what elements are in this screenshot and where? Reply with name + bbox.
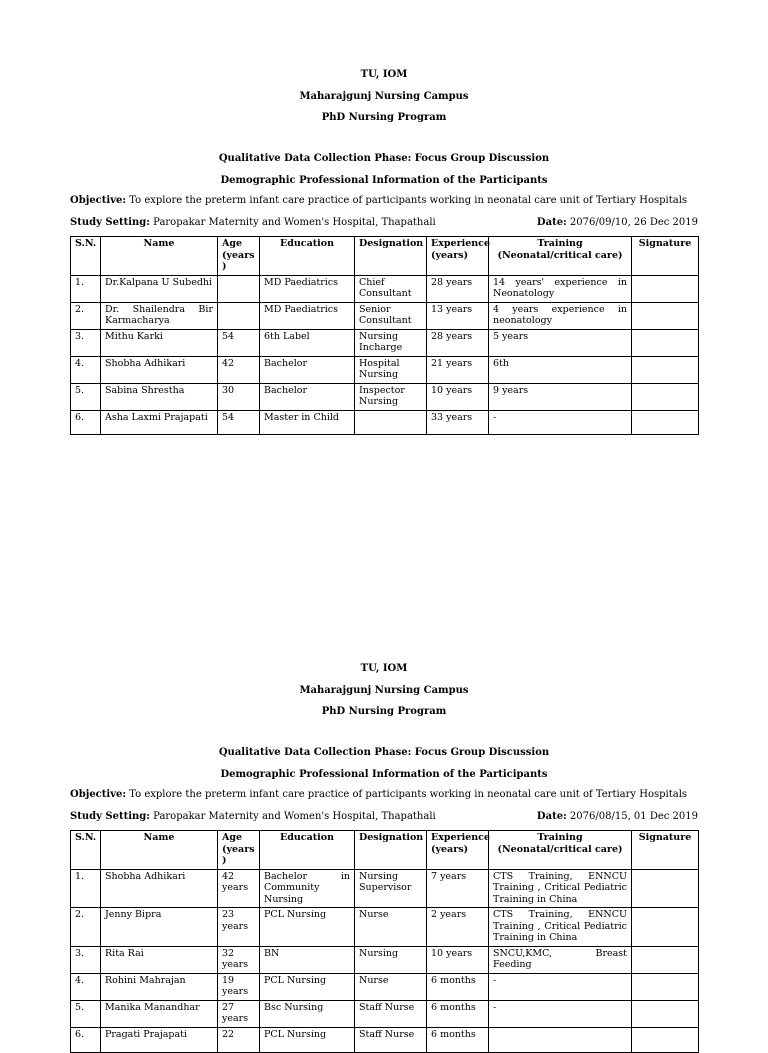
cell-training: CTS Training, ENNCU Training , Critical Pediatric Training in China (489, 869, 632, 908)
cell-education: PCL Nursing (260, 908, 355, 947)
cell-experience: 2 years (427, 908, 489, 947)
cell-signature (632, 946, 699, 973)
cell-training: 6th (489, 356, 632, 383)
cell-age: 22 (218, 1027, 260, 1052)
cell-age: 42 years (218, 869, 260, 908)
table-row (71, 869, 699, 908)
header-age: Age (years ) (218, 237, 260, 276)
cell-age: 54 (218, 329, 260, 356)
setting-label: Study Setting: (70, 217, 150, 228)
cell-designation: Inspector Nursing (355, 383, 427, 410)
table-row (71, 356, 699, 383)
cell-name: Sabina Shrestha (101, 383, 218, 410)
cell-training: SNCU,KMC, Breast Feeding (489, 946, 632, 973)
table-header-row (71, 237, 699, 276)
date-field (537, 811, 698, 822)
program-heading: PhD Nursing Program (321, 706, 447, 717)
cell-experience: 7 years (427, 869, 489, 908)
cell-signature (632, 329, 699, 356)
cell-education: 6th Label (260, 329, 355, 356)
phase-heading: Qualitative Data Collection Phase: Focus Group Discussion (218, 153, 550, 164)
setting-text: Paropakar Maternity and Women's Hospital, Thapathali (149, 217, 436, 228)
cell-signature (632, 383, 699, 410)
cell-education: PCL Nursing (260, 973, 355, 1000)
cell-experience: 13 years (427, 302, 489, 329)
cell-name: Manika Manandhar (101, 1000, 218, 1027)
cell-designation: Chief Consultant (355, 275, 427, 302)
table-header-row (71, 831, 699, 870)
cell-education: MD Paediatrics (260, 302, 355, 329)
table-row (71, 973, 699, 1000)
participants-table-1 (70, 236, 699, 435)
header-experience: Experience (years) (427, 237, 489, 276)
institution-heading: TU, IOM (360, 69, 408, 80)
info-title: Demographic Professional Information of the Participants (220, 175, 548, 186)
header-designation: Designation (355, 831, 427, 870)
cell-name: Mithu Karki (101, 329, 218, 356)
header-training: Training (Neonatal/critical care) (489, 831, 632, 870)
cell-education: Bachelor (260, 356, 355, 383)
table-row (71, 1027, 699, 1052)
cell-age: 42 (218, 356, 260, 383)
cell-name: Shobha Adhikari (101, 356, 218, 383)
cell-name: Dr.Kalpana U Subedhi (101, 275, 218, 302)
date-label: Date: (536, 811, 567, 822)
cell-age: 27 years (218, 1000, 260, 1027)
header-experience: Experience (years) (427, 831, 489, 870)
cell-sn: 2. (71, 908, 101, 947)
cell-age: 23 years (218, 908, 260, 947)
header-name: Name (101, 237, 218, 276)
header-age: Age (years ) (218, 831, 260, 870)
cell-age (218, 302, 260, 329)
cell-training: 14 years' experience in Neonatology (489, 275, 632, 302)
objective-text: To explore the preterm infant care practice of participants working in neonatal care unit of Tertiary Hospitals (126, 195, 688, 206)
cell-sn: 4. (71, 356, 101, 383)
date-field (537, 217, 698, 228)
cell-name: Asha Laxmi Prajapati (101, 410, 218, 434)
cell-age: 19 years (218, 973, 260, 1000)
cell-designation: Nurse (355, 973, 427, 1000)
cell-designation: Hospital Nursing (355, 356, 427, 383)
header-sn: S.N. (71, 237, 101, 276)
header-designation: Designation (355, 237, 427, 276)
cell-signature (632, 973, 699, 1000)
objective-label: Objective: (70, 195, 127, 206)
cell-training (489, 1027, 632, 1052)
table-row (71, 302, 699, 329)
cell-age: 32 years (218, 946, 260, 973)
cell-sn: 1. (71, 275, 101, 302)
cell-sn: 6. (71, 1027, 101, 1052)
setting-line (70, 811, 698, 822)
cell-experience: 21 years (427, 356, 489, 383)
cell-education: BN (260, 946, 355, 973)
campus-heading: Maharajgunj Nursing Campus (299, 685, 469, 696)
cell-sn: 1. (71, 869, 101, 908)
cell-training: 4 years experience in neonatology (489, 302, 632, 329)
header-training: Training (Neonatal/critical care) (489, 237, 632, 276)
cell-signature (632, 869, 699, 908)
cell-experience: 6 months (427, 1027, 489, 1052)
cell-sn: 2. (71, 302, 101, 329)
cell-training: 9 years (489, 383, 632, 410)
cell-age: 54 (218, 410, 260, 434)
cell-name: Jenny Bipra (101, 908, 218, 947)
table-row (71, 410, 699, 434)
cell-training: - (489, 1000, 632, 1027)
cell-sn: 5. (71, 383, 101, 410)
cell-education: MD Paediatrics (260, 275, 355, 302)
objective-line (70, 789, 698, 800)
header-education: Education (260, 831, 355, 870)
cell-signature (632, 908, 699, 947)
table-row (71, 946, 699, 973)
header-signature: Signature (632, 831, 699, 870)
cell-experience: 33 years (427, 410, 489, 434)
cell-designation: Nursing (355, 946, 427, 973)
cell-designation: Nursing Supervisor (355, 869, 427, 908)
info-title: Demographic Professional Information of the Participants (220, 769, 548, 780)
header-education: Education (260, 237, 355, 276)
participants-table-2 (70, 830, 699, 1053)
table-body (71, 275, 699, 434)
cell-training: CTS Training, ENNCU Training , Critical Pediatric Training in China (489, 908, 632, 947)
cell-education: PCL Nursing (260, 1027, 355, 1052)
cell-education: Bachelor (260, 383, 355, 410)
cell-designation: Staff Nurse (355, 1000, 427, 1027)
cell-designation: Senior Consultant (355, 302, 427, 329)
cell-sn: 3. (71, 946, 101, 973)
cell-training: - (489, 410, 632, 434)
program-heading: PhD Nursing Program (321, 112, 447, 123)
cell-name: Rita Rai (101, 946, 218, 973)
setting-text: Paropakar Maternity and Women's Hospital, Thapathali (149, 811, 436, 822)
cell-experience: 10 years (427, 383, 489, 410)
setting-label: Study Setting: (70, 811, 150, 822)
cell-name: Dr. Shailendra Bir Karmacharya (101, 302, 218, 329)
cell-signature (632, 410, 699, 434)
date-label: Date: (536, 217, 567, 228)
cell-experience: 28 years (427, 329, 489, 356)
cell-name: Rohini Mahrajan (101, 973, 218, 1000)
cell-training: - (489, 973, 632, 1000)
cell-experience: 6 months (427, 973, 489, 1000)
header-signature: Signature (632, 237, 699, 276)
date-text: 2076/09/10, 26 Dec 2019 (566, 217, 698, 228)
header-name: Name (101, 831, 218, 870)
cell-education: Bsc Nursing (260, 1000, 355, 1027)
cell-designation: Staff Nurse (355, 1027, 427, 1052)
cell-signature (632, 1027, 699, 1052)
cell-experience: 28 years (427, 275, 489, 302)
table-row (71, 275, 699, 302)
objective-text: To explore the preterm infant care practice of participants working in neonatal care unit of Tertiary Hospitals (126, 789, 688, 800)
table-row (71, 383, 699, 410)
cell-name: Shobha Adhikari (101, 869, 218, 908)
cell-signature (632, 1000, 699, 1027)
cell-age: 30 (218, 383, 260, 410)
setting-line (70, 217, 698, 228)
cell-education: Master in Child (260, 410, 355, 434)
campus-heading: Maharajgunj Nursing Campus (299, 91, 469, 102)
phase-heading: Qualitative Data Collection Phase: Focus Group Discussion (218, 747, 550, 758)
cell-name: Pragati Prajapati (101, 1027, 218, 1052)
cell-designation: Nursing Incharge (355, 329, 427, 356)
table-row (71, 1000, 699, 1027)
cell-signature (632, 356, 699, 383)
cell-designation: Nurse (355, 908, 427, 947)
cell-sn: 5. (71, 1000, 101, 1027)
table-body (71, 869, 699, 1052)
cell-sn: 4. (71, 973, 101, 1000)
objective-line (70, 195, 698, 206)
header-sn: S.N. (71, 831, 101, 870)
cell-age (218, 275, 260, 302)
cell-education: Bachelor in Community Nursing (260, 869, 355, 908)
date-text: 2076/08/15, 01 Dec 2019 (566, 811, 698, 822)
cell-experience: 6 months (427, 1000, 489, 1027)
table-row (71, 329, 699, 356)
cell-sn: 3. (71, 329, 101, 356)
institution-heading: TU, IOM (360, 663, 408, 674)
cell-signature (632, 275, 699, 302)
cell-signature (632, 302, 699, 329)
cell-designation (355, 410, 427, 434)
table-row (71, 908, 699, 947)
cell-sn: 6. (71, 410, 101, 434)
cell-training: 5 years (489, 329, 632, 356)
cell-experience: 10 years (427, 946, 489, 973)
objective-label: Objective: (70, 789, 127, 800)
